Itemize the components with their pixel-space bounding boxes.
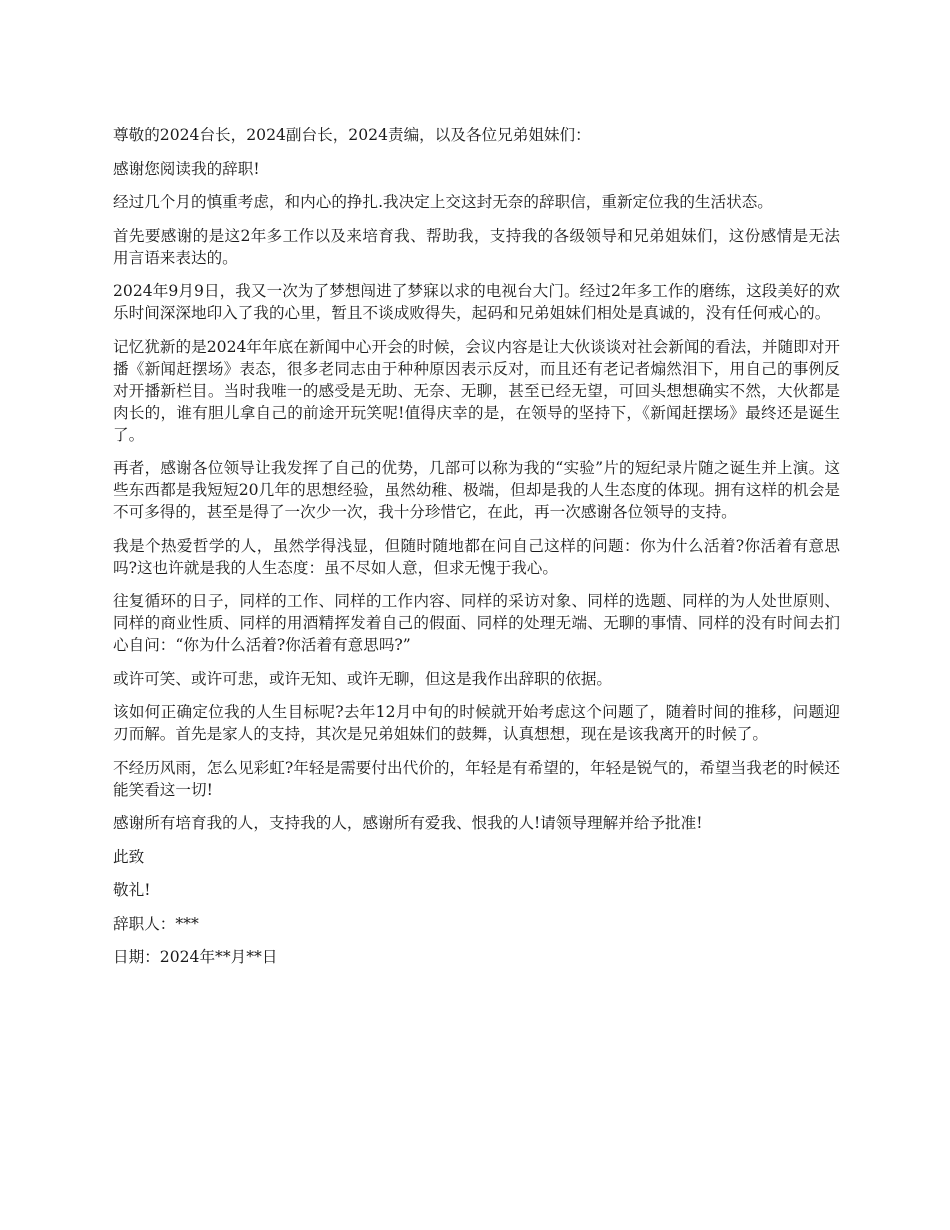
paragraph: 感谢您阅读我的辞职! [113,159,260,178]
salutation: 尊敬的2024台长，2024副台长，2024责编，以及各位兄弟姐妹们： [113,126,591,144]
paragraph: 首先要感谢的是这2年多工作以及来培育我、帮助我，支持我的各级领导和兄弟姐妹们，这份感情是无法用言语来表达的。 [113,226,840,267]
paragraph: 该如何正确定位我的人生目标呢?去年12月中旬的时候就开始考虑这个问题了，随着时间的推移，问题迎刃而解。首先是家人的支持，其次是兄弟姐妹们的鼓舞，认真想想，现在是该我离开的时候了。 [113,703,840,743]
regards-line: 敬礼! [113,881,151,899]
date-line: 日期：2024年**月**日 [113,948,278,966]
letter-body [113,124,840,980]
signature-line: 辞职人：*** [113,914,199,933]
closing-line: 此致 [113,847,145,866]
paragraph: 感谢所有培育我的人，支持我的人，感谢所有爱我、恨我的人!请领导理解并给予批准! [113,814,703,832]
paragraph: 2024年9月9日，我又一次为了梦想闯进了梦寐以求的电视台大门。经过2年多工作的磨练，这段美好的欢乐时间深深地印入了我的心里，暂且不谈成败得失，起码和兄弟姐妹们相处是真诚的，没有任何戒心的。 [113,282,840,322]
paragraph: 不经历风雨，怎么见彩虹?年轻是需要付出代价的，年轻是有希望的，年轻是锐气的，希望当我老的时候还能笑看这一切! [113,758,840,799]
paragraph: 记忆犹新的是2024年年底在新闻中心开会的时候，会议内容是让大伙谈谈对社会新闻的看法，并随即对开播《新闻赶摆场》表态，很多老同志由于种种原因表示反对，而且还有老记者煽然泪下，用自己的事例反对开播新栏目。当时我唯一的感受是无助、无奈、无聊，甚至已经无望，可回头想想确实不然，大伙都是肉长的，谁有胆儿拿自己的前途开玩笑呢!值得庆幸的是，在领导的坚持下，《新闻赶摆场》最终还是诞生了。 [113,337,840,444]
paragraph: 或许可笑、或许可悲，或许无知、或许无聊，但这是我作出辞职的依据。 [113,669,613,688]
paragraph: 经过几个月的慎重考虑，和内心的挣扎.我决定上交这封无奈的辞职信，重新定位我的生活状态。 [113,193,773,211]
paragraph: 往复循环的日子，同样的工作、同样的工作内容、同样的采访对象、同样的选题、同样的为人处世原则、同样的商业性质、同样的用酒精挥发着自己的假面、同样的处理无端、无聊的事情、同样的没有时间去扪心自问：“你为什么活着?你活着有意思吗?” [113,592,840,654]
paragraph: 再者，感谢各位领导让我发挥了自己的优势，几部可以称为我的“实验”片的短纪录片随之诞生并上演。这些东西都是我短短20几年的思想经验，虽然幼稚、极端，但却是我的人生态度的体现。拥有这样的机会是不可多得的，甚至是得了一次少一次，我十分珍惜它，在此，再一次感谢各位领导的支持。 [113,459,840,521]
paragraph: 我是个热爱哲学的人，虽然学得浅显，但随时随地都在问自己这样的问题：你为什么活着?你活着有意思吗?这也许就是我的人生态度：虽不尽如人意，但求无愧于我心。 [113,536,840,577]
